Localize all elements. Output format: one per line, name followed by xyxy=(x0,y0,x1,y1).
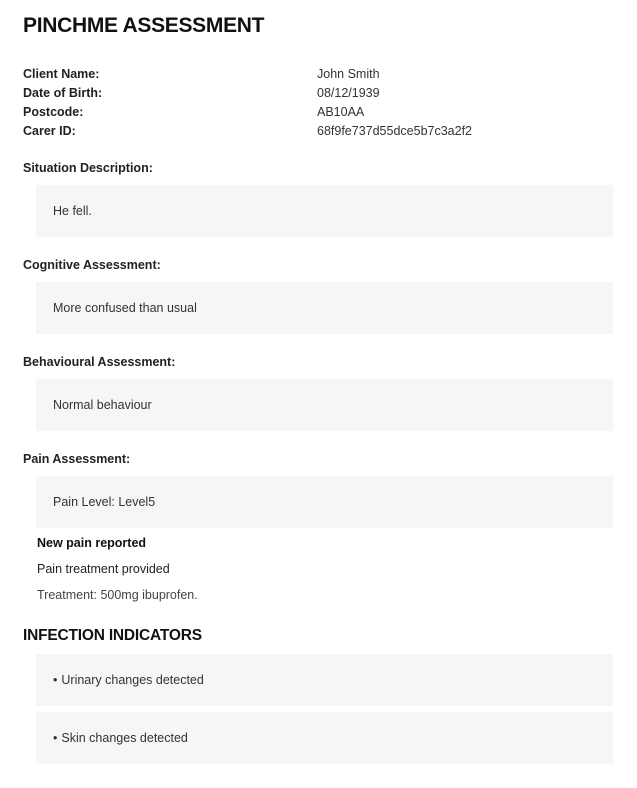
infection-item xyxy=(36,654,613,706)
cognitive-label: Cognitive Assessment: xyxy=(23,258,161,272)
treatment-details: Treatment: 500mg ibuprofen. xyxy=(37,588,198,602)
page-title: PINCHME ASSESSMENT xyxy=(23,14,265,37)
client-name-label: Client Name: xyxy=(23,67,100,81)
behavioural-text: Normal behaviour xyxy=(53,398,152,412)
situation-box xyxy=(36,185,613,237)
carer-id-label: Carer ID: xyxy=(23,124,76,138)
new-pain-reported: New pain reported xyxy=(37,536,147,550)
carer-id-value: 68f9fe737d55dce5b7c3a2f2 xyxy=(317,124,473,138)
postcode-value: AB10AA xyxy=(317,105,365,119)
pain-treatment-provided: Pain treatment provided xyxy=(37,562,170,576)
pain-level-text: Pain Level: Level5 xyxy=(53,495,156,509)
postcode-row xyxy=(23,103,623,122)
bullet-icon: • xyxy=(53,673,58,687)
pain-level-box xyxy=(36,476,613,528)
infection-item-text: Skin changes detected xyxy=(61,731,188,745)
cognitive-text: More confused than usual xyxy=(53,301,197,315)
dob-value: 08/12/1939 xyxy=(317,86,380,100)
client-name-value: John Smith xyxy=(317,67,380,81)
dob-row xyxy=(23,84,623,103)
infection-item xyxy=(36,712,613,764)
infection-item-text: Urinary changes detected xyxy=(61,673,204,687)
client-info xyxy=(23,65,623,141)
situation-label: Situation Description: xyxy=(23,161,153,175)
cognitive-box xyxy=(36,282,613,334)
situation-text: He fell. xyxy=(53,204,92,218)
client-name-row xyxy=(23,65,623,84)
behavioural-label: Behavioural Assessment: xyxy=(23,355,176,369)
pain-label: Pain Assessment: xyxy=(23,452,131,466)
behavioural-box xyxy=(36,379,613,431)
dob-label: Date of Birth: xyxy=(23,86,103,100)
carer-id-row xyxy=(23,122,623,141)
bullet-icon: • xyxy=(53,731,58,745)
infection-heading: INFECTION INDICATORS xyxy=(23,627,202,644)
postcode-label: Postcode: xyxy=(23,105,84,119)
